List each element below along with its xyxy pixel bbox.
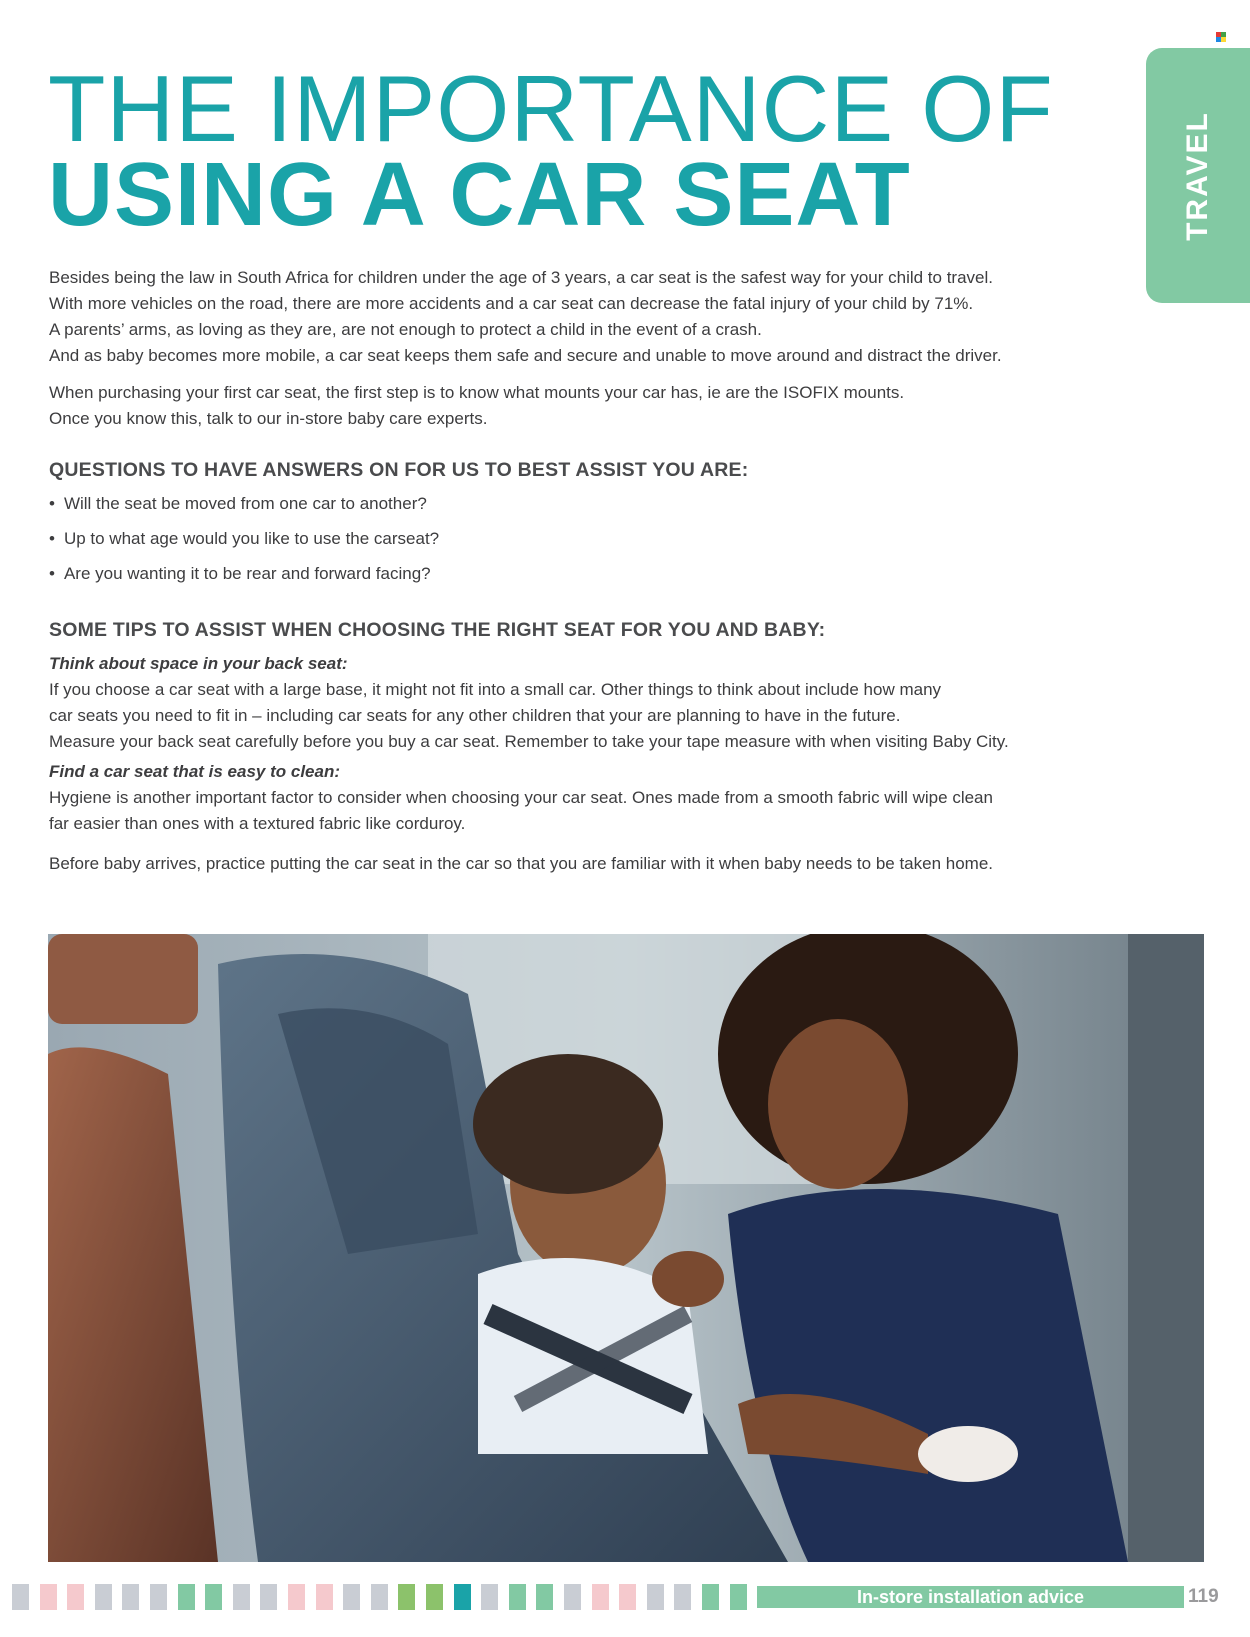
list-item: • Are you wanting it to be rear and forward facing?: [49, 561, 1139, 587]
tip-clean: [49, 759, 1139, 837]
color-square: [619, 1584, 636, 1610]
color-square: [509, 1584, 526, 1610]
color-square: [371, 1584, 388, 1610]
page-title-line2: USING A CAR SEAT: [48, 145, 911, 245]
intro-line: Besides being the law in South Africa for children under the age of 3 years, a car seat is the safest way for your child to travel.: [49, 268, 994, 287]
tip-space: [49, 651, 1139, 755]
color-square: [260, 1584, 277, 1610]
page-title-line1: THE IMPORTANCE OF: [48, 56, 1054, 161]
color-square: [122, 1584, 139, 1610]
list-item: • Up to what age would you like to use the carseat?: [49, 526, 1139, 552]
section-tab-label: TRAVEL: [1181, 110, 1214, 241]
color-square: [702, 1584, 719, 1610]
color-square: [316, 1584, 333, 1610]
tip-line: If you choose a car seat with a large base, it might not fit into a small car. Other things to think about include how many: [49, 680, 942, 699]
page-number: 119: [1188, 1586, 1219, 1607]
color-square: [343, 1584, 360, 1610]
photo-mother-buckling-child-car-seat: [48, 934, 1204, 1562]
list-item: • Will the seat be moved from one car to another?: [49, 491, 1139, 517]
color-square: [150, 1584, 167, 1610]
color-registration-mark: [1216, 32, 1226, 42]
intro-line: A parents’ arms, as loving as they are, are not enough to protect a child in the event of a crash.: [49, 320, 762, 339]
color-square: [205, 1584, 222, 1610]
tips-heading: SOME TIPS TO ASSIST WHEN CHOOSING THE RIGHT SEAT FOR YOU AND BABY:: [49, 619, 826, 641]
color-square: [674, 1584, 691, 1610]
color-square: [592, 1584, 609, 1610]
intro-line: Once you know this, talk to our in-store baby care experts.: [49, 409, 488, 428]
color-square: [95, 1584, 112, 1610]
intro-line: With more vehicles on the road, there are more accidents and a car seat can decrease the fatal injury of your child by 71%.: [49, 294, 974, 313]
tip-clean-subheading: Find a car seat that is easy to clean:: [49, 762, 341, 781]
intro-line: And as baby becomes more mobile, a car seat keeps them safe and secure and unable to move around and distract the driver.: [49, 346, 1002, 365]
article-body: [49, 265, 1139, 877]
color-square: [398, 1584, 415, 1610]
installation-advice-banner: In-store installation advice: [757, 1586, 1184, 1608]
color-square: [454, 1584, 471, 1610]
color-square: [67, 1584, 84, 1610]
color-square: [40, 1584, 57, 1610]
color-square: [564, 1584, 581, 1610]
tip-line: far easier than ones with a textured fabric like corduroy.: [49, 814, 466, 833]
intro-paragraph-1: [49, 265, 1139, 369]
section-tab: [1146, 48, 1250, 303]
color-square: [730, 1584, 747, 1610]
color-square: [12, 1584, 29, 1610]
tip-line: Hygiene is another important factor to consider when choosing your car seat. Ones made from a smooth fabric will wipe clean: [49, 788, 993, 807]
color-square: [647, 1584, 664, 1610]
color-square: [178, 1584, 195, 1610]
color-square: [426, 1584, 443, 1610]
intro-line: When purchasing your first car seat, the first step is to know what mounts your car has, ie are the ISOFIX mounts.: [49, 383, 905, 402]
questions-list: [49, 491, 1139, 587]
tip-line: car seats you need to fit in – including car seats for any other children that your are planning to have in the future.: [49, 706, 901, 725]
tip-line: Measure your back seat carefully before you buy a car seat. Remember to take your tape measure with when visiting Baby City.: [49, 732, 1009, 751]
color-square: [288, 1584, 305, 1610]
questions-heading: QUESTIONS TO HAVE ANSWERS ON FOR US TO BEST ASSIST YOU ARE:: [49, 459, 749, 481]
closing-paragraph: Before baby arrives, practice putting the car seat in the car so that you are familiar with it when baby needs to be taken home.: [49, 854, 994, 873]
color-square: [481, 1584, 498, 1610]
color-square: [536, 1584, 553, 1610]
color-square: [233, 1584, 250, 1610]
intro-paragraph-2: [49, 380, 1139, 432]
tip-space-subheading: Think about space in your back seat:: [49, 654, 348, 673]
